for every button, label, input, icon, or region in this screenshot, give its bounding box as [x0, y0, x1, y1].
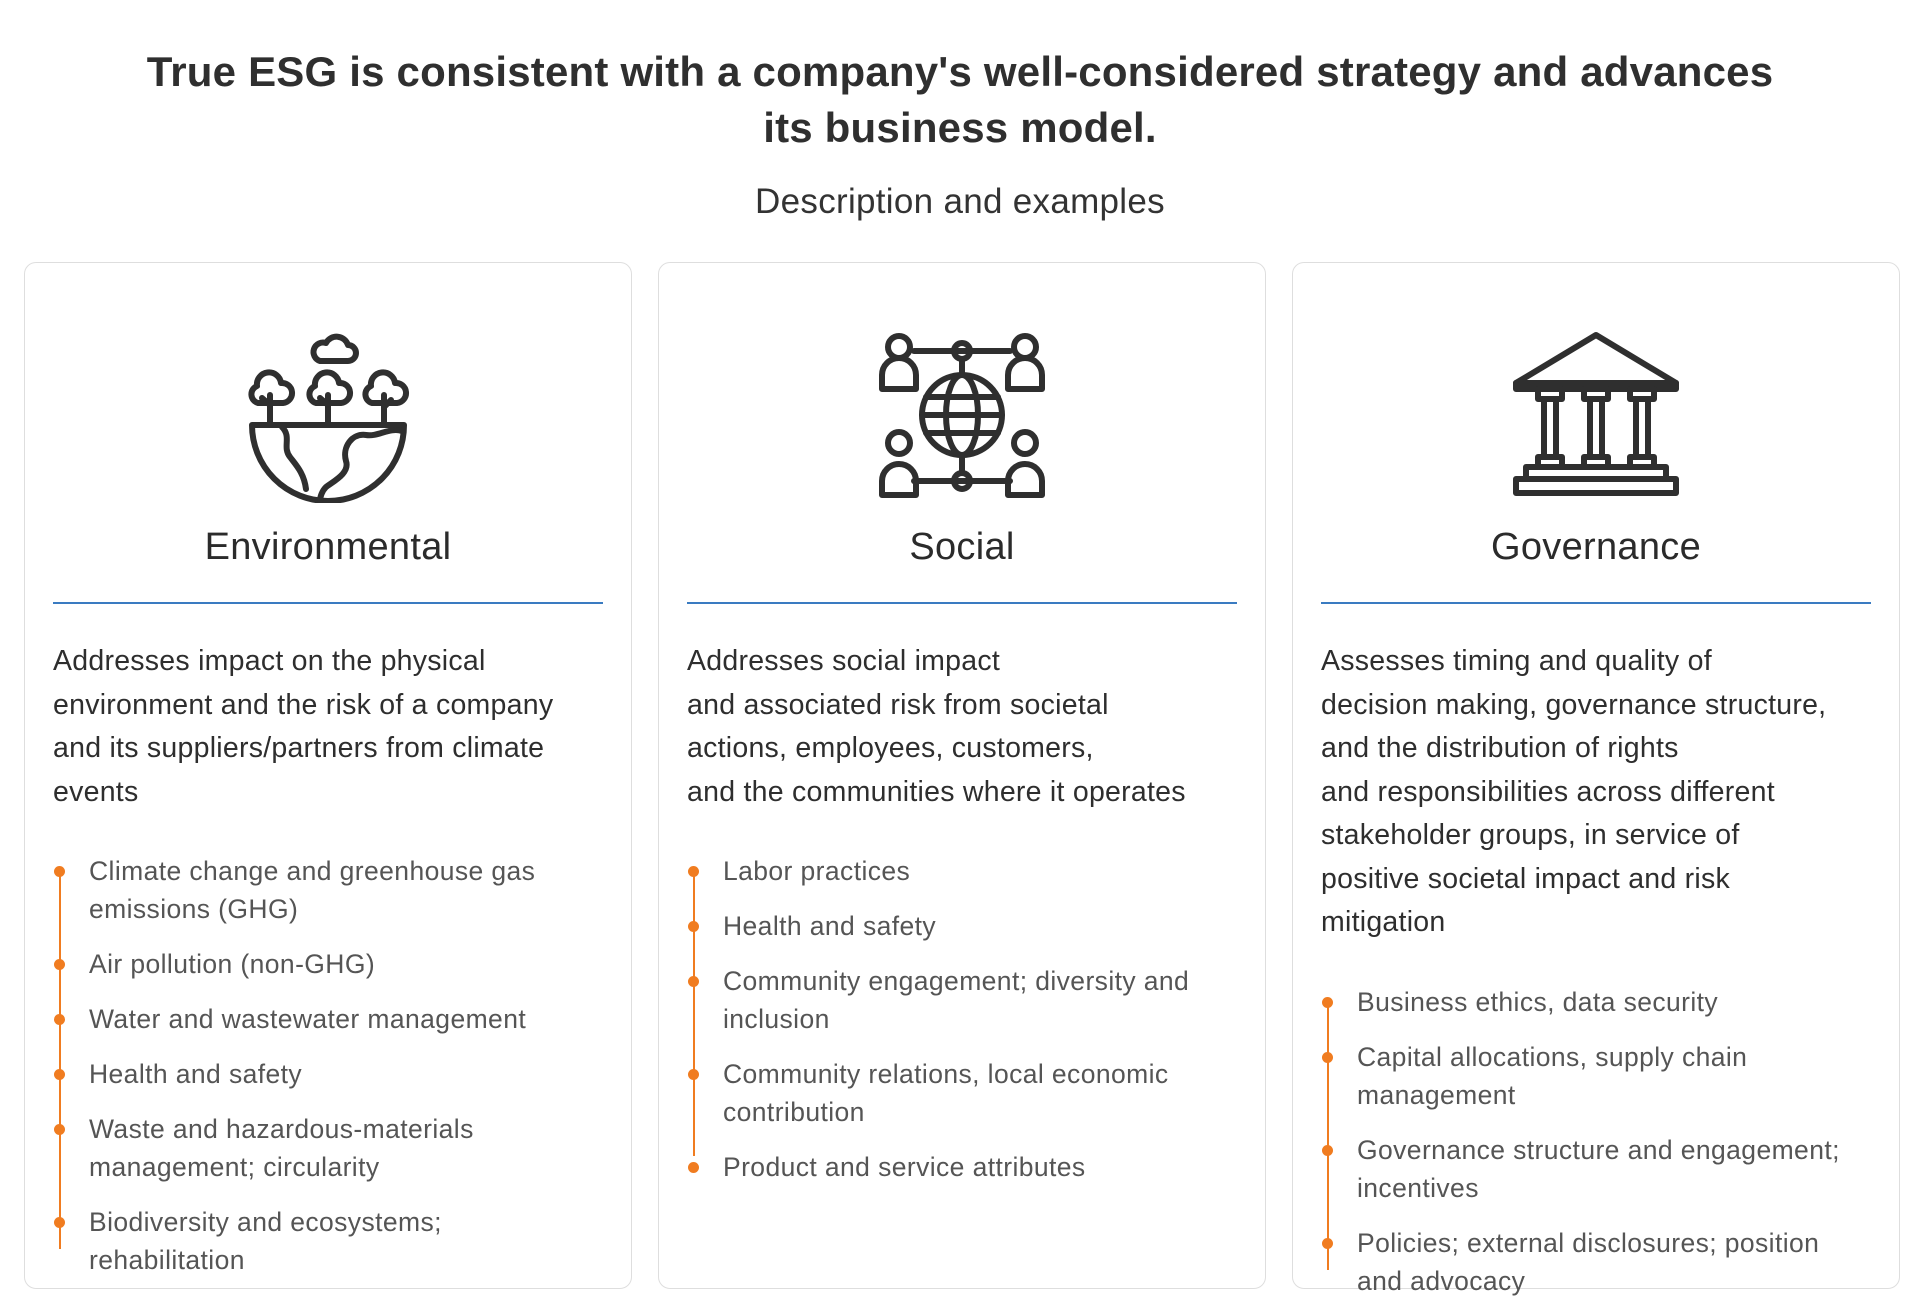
bullet-dot: [688, 921, 699, 932]
list-item-text: Health and safety: [89, 1059, 303, 1089]
earth-trees-icon: [53, 303, 603, 503]
bullet-dot: [1322, 1145, 1333, 1156]
list-item: [1357, 1224, 1871, 1300]
people-globe-network-icon: [687, 303, 1237, 503]
list-item: [1357, 1131, 1871, 1207]
example-list: [1321, 983, 1871, 1300]
bullet-dot: [54, 1217, 65, 1228]
list-item-text: Air pollution (non-GHG): [89, 949, 376, 979]
example-list: [687, 852, 1237, 1186]
bullet-dot: [1322, 1052, 1333, 1063]
list-item: [89, 852, 603, 928]
card-title: Environmental: [204, 526, 452, 568]
environmental-card: [24, 262, 632, 1289]
government-building-icon: [1321, 303, 1871, 503]
list-item-text: Community relations, local economic contribution: [723, 1059, 1169, 1127]
page-headline: True ESG is consistent with a company's well-considered strategy and advances its business model.: [146, 48, 1774, 151]
list-item-text: Community engagement; diversity and inclusion: [723, 966, 1190, 1034]
bullet-dot: [688, 866, 699, 877]
list-item-text: Biodiversity and ecosystems; rehabilitation: [89, 1207, 442, 1275]
list-item: [89, 945, 603, 983]
list-item-text: Product and service attributes: [723, 1152, 1086, 1182]
list-item: [89, 1110, 603, 1186]
bullet-dot: [688, 1162, 699, 1173]
list-item: [723, 1055, 1237, 1131]
bullet-dot: [688, 976, 699, 987]
list-item: [723, 962, 1237, 1038]
governance-card: [1292, 262, 1900, 1296]
card-divider: [687, 602, 1237, 604]
card-description: Addresses impact on the physical environment and the risk of a company and its suppliers/partners from climate events: [53, 645, 554, 808]
list-item: [89, 1000, 603, 1038]
list-item: [723, 1148, 1237, 1186]
card-divider: [53, 602, 603, 604]
card-title: Governance: [1490, 526, 1701, 568]
bullet-dot: [54, 959, 65, 970]
list-item: [89, 1203, 603, 1279]
list-item-text: Capital allocations, supply chain management: [1357, 1041, 1748, 1110]
bullet-dot: [1322, 997, 1333, 1008]
list-item: [89, 1055, 603, 1093]
card-divider: [1321, 602, 1871, 604]
list-item: [1357, 983, 1871, 1021]
list-item-text: Water and wastewater management: [89, 1004, 527, 1034]
header: [0, 44, 1920, 224]
list-item-text: Business ethics, data security: [1357, 986, 1719, 1017]
bullet-dot: [1322, 1238, 1333, 1249]
bullet-dot: [54, 1124, 65, 1135]
list-item: [1357, 1038, 1871, 1114]
card-description: Assesses timing and quality of decision making, governance structure, and the distribution of rights and responsibilities across different stakeholder groups, in service of positive societal impact and risk mitigation: [1321, 645, 1827, 938]
bullet-dot: [688, 1069, 699, 1080]
list-item-text: Policies; external disclosures; position and advocacy: [1357, 1227, 1820, 1296]
bullet-dot: [54, 1069, 65, 1080]
card-title: Social: [909, 526, 1015, 568]
list-item: [723, 852, 1237, 890]
list-item-text: Labor practices: [723, 856, 911, 886]
list-item-text: Governance structure and engagement; incentives: [1357, 1134, 1840, 1203]
bullet-dot: [54, 866, 65, 877]
example-list: [53, 852, 603, 1279]
list-item-text: Climate change and greenhouse gas emissions (GHG): [89, 856, 536, 924]
bullet-dot: [54, 1014, 65, 1025]
list-item: [723, 907, 1237, 945]
list-item-text: Waste and hazardous-materials management; circularity: [89, 1114, 474, 1182]
list-item-text: Health and safety: [723, 911, 937, 941]
card-description: Addresses social impact and associated risk from societal actions, employees, customers, and the communities where it operates: [687, 645, 1186, 808]
section-subtitle: Description and examples: [755, 182, 1165, 221]
social-card: [658, 262, 1266, 1289]
